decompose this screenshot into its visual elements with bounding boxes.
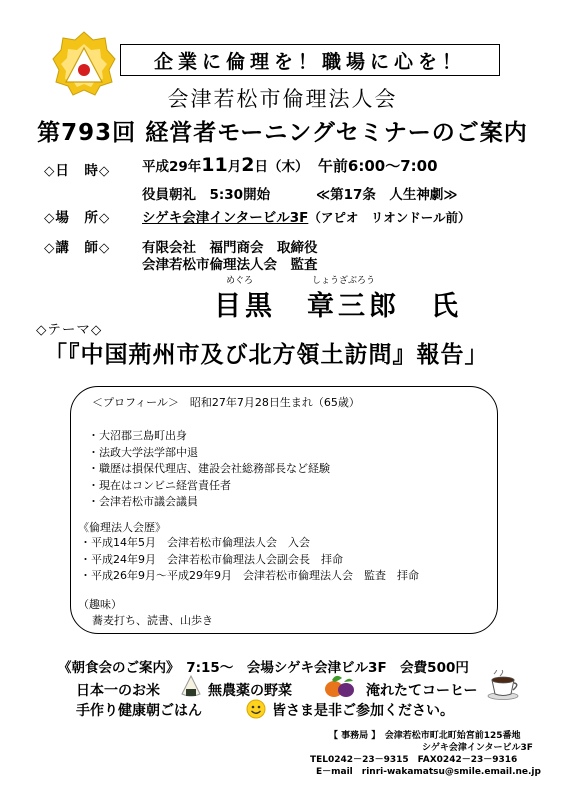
seminar-title: 第793回 経営者モーニングセミナーのご案内 xyxy=(37,120,528,146)
date-month-unit: 月 xyxy=(227,159,242,175)
office-email: E－mail rinri-wakamatsu@smile.email.ne.jp xyxy=(316,767,541,777)
breakfast-line-1: 《朝食会のご案内》 7:15～ 会場シゲキ会津ビル3F 会費500円 xyxy=(58,660,469,676)
hobby-text: 蕎麦打ち、読書、山歩き xyxy=(92,614,213,627)
theme-text: 「『中国荊州市及び北方領土訪問』報告」 xyxy=(44,342,489,368)
date-weekday: （木） xyxy=(267,159,309,175)
organization-name: 会津若松市倫理法人会 xyxy=(167,87,398,111)
history-item: ・平成24年9月 会津若松市倫理法人会副会長 拝命 xyxy=(80,552,343,566)
history-item: ・平成14年5月 会津若松市倫理法人会 入会 xyxy=(80,536,310,549)
place-note: （アピオ リオンドール前） xyxy=(308,210,471,225)
place-label: ◇場 所◇ xyxy=(44,210,111,226)
breakfast-handmade: 手作り健康朝ごはん xyxy=(76,703,202,719)
date-line xyxy=(142,154,438,176)
breakfast-vegetables: 無農薬の野菜 xyxy=(208,683,292,699)
place-line xyxy=(142,206,470,226)
bio-item: ・法政大学法学部中退 xyxy=(88,445,198,459)
theme-label: ◇テーマ◇ xyxy=(36,322,103,338)
speaker-title-2: 会津若松市倫理法人会 監査 xyxy=(142,257,318,273)
breakfast-rice: 日本一のお米 xyxy=(76,683,160,699)
speaker-reading-family: めぐろ xyxy=(226,276,254,286)
office-building: シゲキ会津インタービル3F xyxy=(422,743,533,753)
date-month: 11 xyxy=(201,154,228,176)
profile-heading: ＜プロフィール＞ 昭和27年7月28日生まれ（65歳） xyxy=(92,396,360,409)
sub-schedule-1: 役員朝礼 5:30開始 xyxy=(142,187,271,203)
date-label: ◇日 時◇ xyxy=(44,163,111,179)
office-tel-fax: TEL0242－23－9315 FAX0242－23－9316 xyxy=(310,755,518,765)
date-day: 2 xyxy=(241,154,255,176)
history-item: ・平成26年9月～平成29年9月 会津若松市倫理法人会 監査 拝命 xyxy=(80,569,419,582)
slogan: 企業に倫理を！職場に心を！ xyxy=(153,50,466,73)
breakfast-coffee: 淹れたてコーヒー xyxy=(366,683,478,699)
breakfast-invitation: 皆さま是非ご参加ください。 xyxy=(272,703,454,719)
sub-schedule-2: ≪第17条 人生神劇≫ xyxy=(316,187,458,203)
vegetables-icon xyxy=(322,672,356,700)
bio-item: ・職歴は損保代理店、建設会社総務部長など経験 xyxy=(88,462,330,475)
date-day-unit: 日 xyxy=(254,159,268,175)
hobby-heading: （趣味） xyxy=(78,598,122,611)
speaker-reading-given: しょうざぶろう xyxy=(312,276,376,286)
profile-bio-list xyxy=(88,428,330,511)
bio-item: ・会津若松市議会議員 xyxy=(88,495,198,508)
bio-item: ・大沼郡三島町出身 xyxy=(88,429,187,442)
slogan-box xyxy=(120,44,500,76)
speaker-title-1: 有限会社 福門商会 取締役 xyxy=(142,240,318,256)
history-heading: 《倫理法人会歴》 xyxy=(78,521,166,534)
place-name: シゲキ会津インタービル3F xyxy=(142,210,309,226)
smiley-face-icon xyxy=(246,699,266,719)
speaker-name: 目黒 章三郎 氏 xyxy=(214,291,462,322)
date-prefix: 平成29年 xyxy=(142,159,202,175)
rice-ball-icon xyxy=(180,674,202,698)
speaker-label: ◇講 師◇ xyxy=(44,240,111,256)
office-address: 【 事務局 】 会津若松市町北町始宮前125番地 xyxy=(329,731,521,741)
bio-item: ・現在はコンビニ経営責任者 xyxy=(88,478,231,492)
history-list xyxy=(80,535,419,585)
coffee-cup-icon xyxy=(486,670,520,700)
date-time: 午前6:00～7:00 xyxy=(317,157,438,175)
